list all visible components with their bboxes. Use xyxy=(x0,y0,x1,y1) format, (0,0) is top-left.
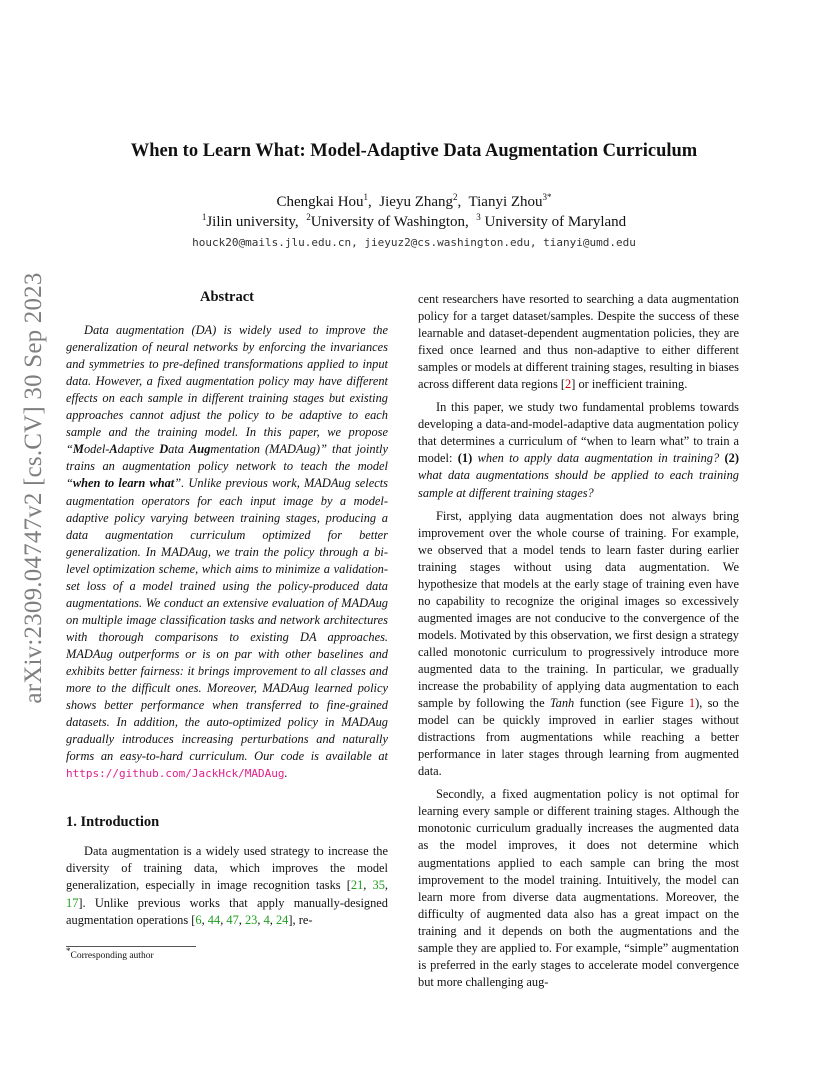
author-name: Chengkai Hou xyxy=(276,194,364,210)
intro-paragraph: Data augmentation is a widely used strategy to increase the diversity of training data, which improves the model generalization, especially in image recognition tasks [21, 35, 17]. Unlike previous works that apply manually-designed augmentation operations [6, 44, 47, 23, 4, 24], re- xyxy=(66,844,388,927)
body-paragraph: cent researchers have resorted to searching a data augmentation policy for a target dataset/samples. Despite the success of these learnable and dataset-dependent augmentation policies, they are fixed once learned and thus non-adaptive to either different samples or models at different training stages, resulting in biases across different data regions [2] or inefficient training. xyxy=(418,292,739,392)
citation-link[interactable]: 21 xyxy=(350,878,364,893)
affiliation: University of Washington, xyxy=(310,214,469,230)
footnote-divider xyxy=(66,946,196,947)
affiliation: Jilin university, xyxy=(206,214,299,230)
affil-sup: 2 xyxy=(306,212,311,222)
body-paragraph: First, applying data augmentation does not always bring improvement over the whole course of training. For example, we observed that a model tends to learn faster during earlier training stages without using data augmentation. We hypothesize that models at the early stage of training even have no capability to recognize the original images so excessively augmented images are not conducive to the convergence of the models. Motivated by this observation, we first design a strategy called monotonic curriculum to progressively introduce more augmented data to the training. In particular, we gradually increase the probability of applying data augmentation to each sample by following the Tanh function (see Figure 1), so the model can be quickly improved in earlier stages without distractions from augmentations while reaching a better performance in later stages through learning from augmented data. xyxy=(418,508,739,779)
code-link[interactable]: https://github.com/JackHck/MADAug xyxy=(66,767,285,781)
citation-link[interactable]: 4 xyxy=(263,912,270,927)
left-column xyxy=(66,289,388,929)
author-sup: 2 xyxy=(453,192,458,202)
affiliation: University of Maryland xyxy=(484,214,627,230)
arxiv-id: arXiv:2309.04747v2 [cs.CV] 30 Sep 2023 xyxy=(20,272,47,704)
affil-sup: 1 xyxy=(201,212,207,222)
author-sup: 3* xyxy=(542,192,552,202)
author-list: Chengkai Hou$^1$, Jieyu Zhang$^2$, Tianyi Zhou$^{3*}$ xyxy=(276,192,552,210)
abstract-heading: Abstract xyxy=(200,289,254,305)
author-name: Jieyu Zhang xyxy=(379,194,454,210)
abstract-text: Data augmentation (DA) is widely used to improve the generalization of neural networks by enforcing the invariances and symmetries to pre-defined transformations applied to input data. However, a fixed augmentation policy may have different effects on each sample in different training stages but existing approaches cannot adjust the policy to be adaptive to each sample and the training model. In this paper, we propose “Model-Adaptive Data Augmentation (MADAug)” that jointly trains an augmentation policy network to teach the model “when to learn what”. Unlike previous work, MADAug selects augmentation operators for each input image by a model-adaptive policy varying between training stages, producing a data augmentation curriculum optimized for better generalization. In MADAug, we train the policy through a bi-level optimization scheme, which aims to minimize a validation-set loss of a model trained using the policy-produced data augmentations. We conduct an extensive evaluation of MADAug on multiple image classification tasks and network architectures with thorough comparisons to existing DA approaches. MADAug outperforms or is on par with other baselines and exhibits better fairness: it brings improvement to all classes and more to the difficult ones. Moreover, MADAug learned policy shows better performance when transferred to fine-grained datasets. In addition, the auto-optimized policy in MADAug gradually introduces increasing perturbations and naturally forms an easy-to-hard curriculum. Our code is available at https://github.com/JackHck/MADAug. xyxy=(66,323,388,781)
author-name: Tianyi Zhou xyxy=(468,194,543,210)
body-paragraph: Secondly, a fixed augmentation policy is not optimal for learning every sample or different training stages. Although the monotonic curriculum gradually increases the augmented data as the model improves, it does not determine which augmentations applied to each sample can bring the most improvement to the model training. Intuitively, the model can learn more from diverse data augmentations. Moreover, the difficulty of augmented data also has a great impact on the training and it depends on both the augmentations and the sample they are applied to. For example, “simple” augmentation is preferred in the early stages to accelerate model convergence but more challenging aug- xyxy=(418,787,739,989)
footnote: *Corresponding author xyxy=(66,946,154,962)
citation-link[interactable]: 6 xyxy=(195,912,202,927)
citation-link[interactable]: 17 xyxy=(66,895,79,910)
citation-link[interactable]: 24 xyxy=(275,912,289,927)
author-sup: 1 xyxy=(363,192,369,202)
citation-link[interactable]: 23 xyxy=(244,912,258,927)
arxiv-stamp xyxy=(12,272,56,704)
figure-ref-link[interactable]: 1 xyxy=(688,696,696,711)
citation-link[interactable]: 47 xyxy=(226,912,239,927)
paper-title: When to Learn What: Model-Adaptive Data Augmentation Curriculum xyxy=(130,141,698,161)
citation-link[interactable]: 2 xyxy=(565,377,572,392)
body-paragraph: In this paper, we study two fundamental problems towards developing a data-and-model-adaptive data augmentation policy that determines a curriculum of “when to learn what” to train a model: (1) when to apply data augmentation in training? (2) what data augmentations should be applied to each training sample at different training stages? xyxy=(418,400,739,500)
affiliation-list xyxy=(0,214,828,231)
author-emails: houck20@mails.jlu.edu.cn, jieyuz2@cs.washington.edu, tianyi@umd.edu xyxy=(192,236,636,249)
citation-link[interactable]: 44 xyxy=(207,912,221,927)
section-heading-introduction: 1. Introduction xyxy=(66,814,160,831)
citation-link[interactable]: 35 xyxy=(372,878,385,893)
affil-sup: 3 xyxy=(476,212,481,222)
right-column xyxy=(418,291,739,991)
